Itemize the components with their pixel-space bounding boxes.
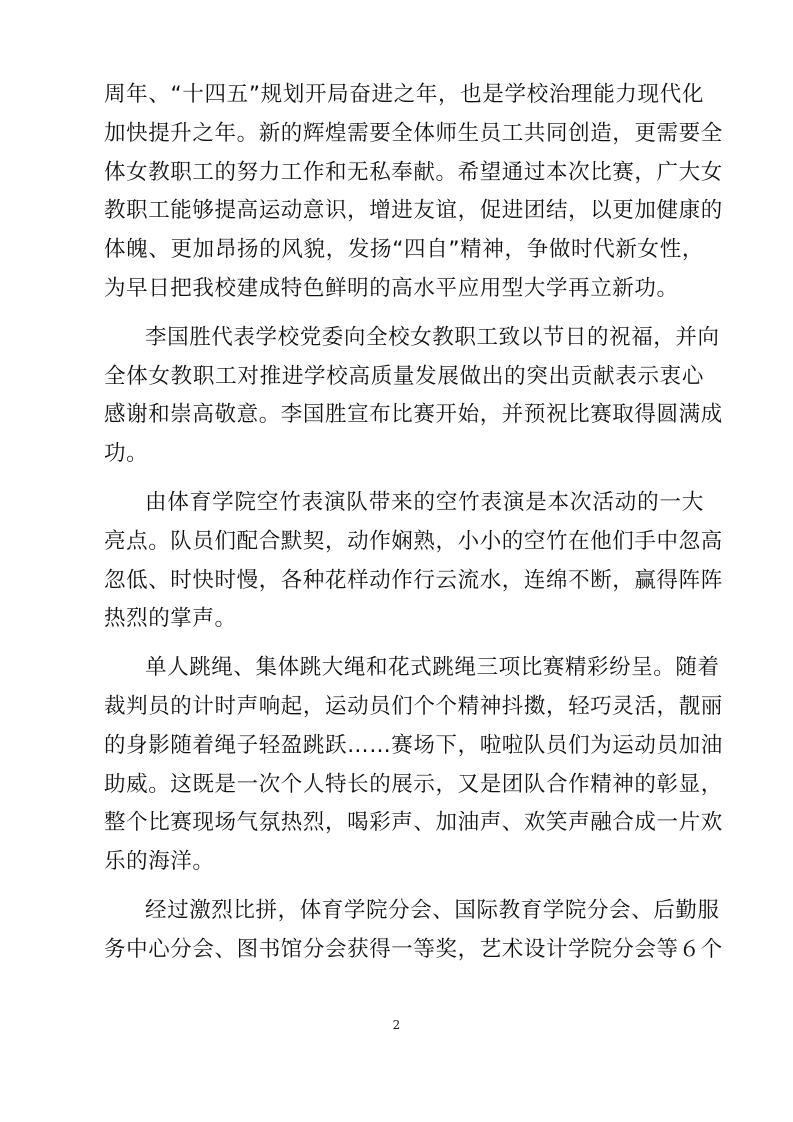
page-number: 2 xyxy=(392,1018,401,1032)
text-line: 李国胜代表学校党委向全校女教职工致以节日的祝福，并向 xyxy=(145,324,720,350)
body-text xyxy=(104,76,723,970)
text-line: 体女教职工的努力工作和无私奉献。希望通过本次比赛，广大女 xyxy=(104,159,723,185)
text-line: 忽低、时快时慢，各种花样动作行云流水，连绵不断，赢得阵阵 xyxy=(104,567,723,593)
text-line: 体魄、更加昂扬的风貌，发扬“四自”精神，争做时代新女性， xyxy=(104,237,704,263)
text-line: 热烈的掌声。 xyxy=(104,606,237,632)
text-line: 全体女教职工对推进学校高质量发展做出的突出贡献表示衷心 xyxy=(104,363,704,389)
text-line: 的身影随着绳子轻盈跳跃……赛场下，啦啦队员们为运动员加油 xyxy=(104,732,723,758)
text-line: 加快提升之年。新的辉煌需要全体师生员工共同创造，更需要全 xyxy=(104,120,723,146)
paragraph-diabolo-show xyxy=(104,484,723,639)
paragraph-continuation xyxy=(104,76,723,309)
text-line: 务中心分会、图书馆分会获得一等奖，艺术设计学院分会等６个 xyxy=(104,936,723,962)
text-line: 亮点。队员们配合默契，动作娴熟，小小的空竹在他们手中忽高 xyxy=(104,528,723,554)
text-line: 整个比赛现场气氛热烈，喝彩声、加油声、欢笑声融合成一片欢 xyxy=(104,810,723,836)
text-line: 教职工能够提高运动意识，增进友谊，促进团结，以更加健康的 xyxy=(104,198,723,224)
text-line: 乐的海洋。 xyxy=(104,849,215,875)
paragraph-party-greeting xyxy=(104,319,723,474)
text-line: 经过激烈比拼，体育学院分会、国际教育学院分会、后勤服 xyxy=(145,897,720,923)
text-line: 裁判员的计时声响起，运动员们个个精神抖擞，轻巧灵活，靓丽 xyxy=(104,693,723,719)
text-line: 单人跳绳、集体跳大绳和花式跳绳三项比赛精彩纷呈。随着 xyxy=(145,655,720,681)
text-line: 助威。这既是一次个人特长的展示，又是团队合作精神的彰显， xyxy=(104,771,723,797)
text-line: 功。 xyxy=(104,441,149,467)
paragraph-rope-skipping xyxy=(104,649,723,882)
text-line: 由体育学院空竹表演队带来的空竹表演是本次活动的一大 xyxy=(145,489,704,515)
text-line: 周年、“十四五”规划开局奋进之年，也是学校治理能力现代化 xyxy=(104,82,704,107)
text-line: 感谢和崇高敬意。李国胜宣布比赛开始，并预祝比赛取得圆满成 xyxy=(104,402,723,428)
text-line: 为早日把我校建成特色鲜明的高水平应用型大学再立新功。 xyxy=(104,275,679,301)
paragraph-results xyxy=(104,892,723,970)
